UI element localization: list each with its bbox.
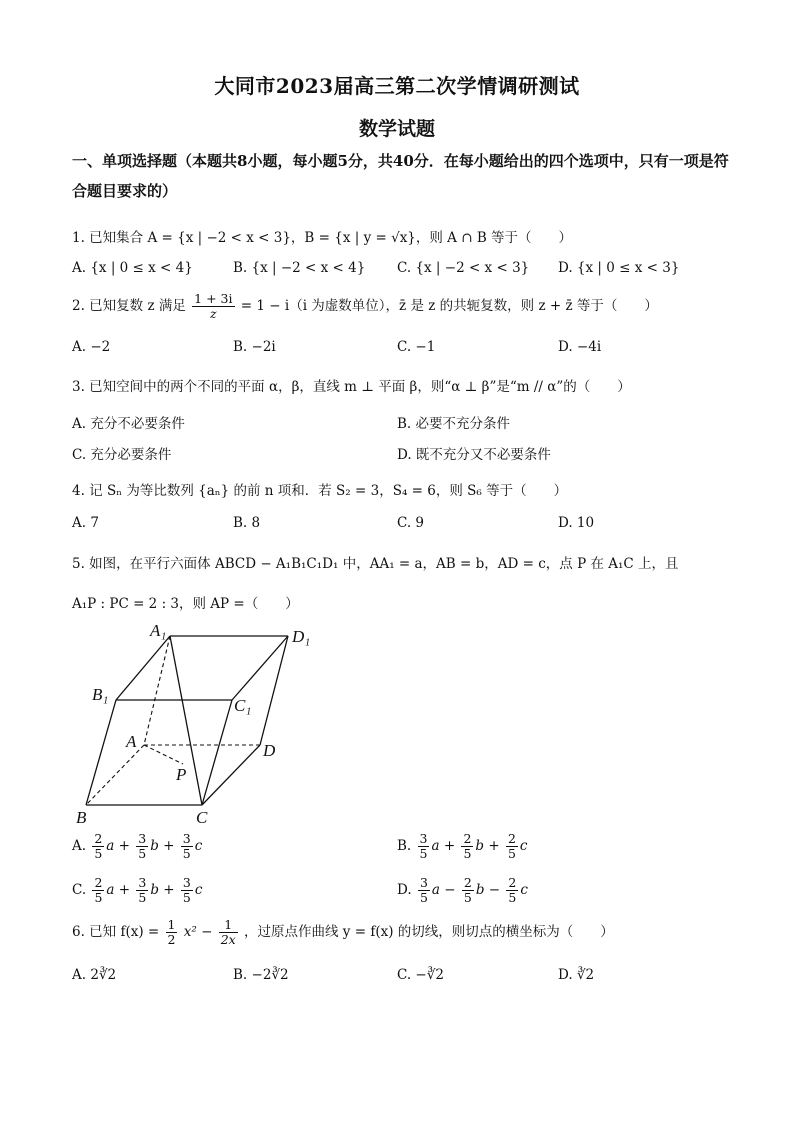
label-d: D: [263, 741, 276, 760]
q5c-d1: 5: [94, 890, 103, 905]
q5c-n3: 3: [182, 875, 191, 890]
q5a-d2: 5: [138, 846, 147, 861]
q4-option-c: C. 9: [397, 515, 425, 531]
q5b-n2: 2: [463, 831, 472, 846]
q2-option-b: B. −2i: [233, 339, 276, 355]
q5a-n2: 3: [138, 831, 147, 846]
label-c1: C₁: [234, 696, 252, 715]
q6-fraction-2: [219, 918, 238, 947]
q2-option-d: D. −4i: [558, 339, 602, 355]
q5b-d1: 5: [419, 846, 428, 861]
q6-option-c: C. −∛2: [397, 967, 444, 983]
q5a-letter: A.: [72, 838, 87, 854]
q5-option-d: [397, 876, 528, 905]
q6-f1-den: 2: [167, 932, 176, 947]
q5b-v1: a: [431, 838, 440, 854]
q1-option-b: B. {x | −2 < x < 4}: [233, 260, 366, 276]
q5-option-a: [72, 832, 202, 861]
parallelepiped-figure: [70, 618, 330, 833]
q5b-d3: 5: [507, 846, 516, 861]
q6-f1-num: 1: [167, 917, 176, 932]
q5a-s1: +: [118, 838, 130, 854]
q5c-s1: +: [118, 882, 131, 898]
q6-fraction-1: [166, 918, 178, 947]
question-3-stem: 3. 已知空间中的两个不同的平面 α，β，直线 m ⊥ 平面 β，则“α ⊥ β”是“m // α”的（ ）: [72, 379, 631, 395]
label-d1: D₁: [292, 627, 311, 646]
q5c-d3: 5: [182, 890, 191, 905]
q4-option-a: A. 7: [72, 515, 99, 531]
label-a1: A₁: [150, 621, 167, 640]
q5b-v3: c: [519, 838, 528, 854]
q5b-s2: +: [488, 838, 500, 854]
q2-stem-end: = 1 − i（i 为虚数单位），z̄ 是 z 的共轭复数，则 z + z̄ 等于（ ）: [240, 298, 658, 314]
q5b-letter: B.: [397, 838, 412, 854]
q6-f2-num: 1: [219, 918, 238, 933]
question-1-stem: 1. 已知集合 A = {x | −2 < x < 3}，B = {x | y = √x}，则 A ∩ B 等于（ ）: [72, 230, 573, 246]
q5a-v2: b: [150, 838, 159, 854]
edge-a1-b1: [116, 636, 170, 700]
subject-title: 数学试题: [358, 118, 435, 140]
q5d-n1: 3: [419, 875, 428, 890]
q5a-v1: a: [106, 838, 115, 854]
q2-option-c: C. −1: [397, 339, 436, 355]
q5b-v2: b: [475, 838, 485, 854]
exam-title: 大同市2023届高三第二次学情调研测试: [214, 74, 580, 98]
q5a-n3: 3: [182, 831, 191, 846]
question-5-stem-line1: 5. 如图，在平行六面体 ABCD − A₁B₁C₁D₁ 中，AA₁ = a，AB = b，AD = c，点 P 在 A₁C 上，且: [72, 556, 679, 572]
q3-option-c: C. 充分必要条件: [72, 447, 172, 463]
q5c-letter: C.: [72, 882, 87, 898]
q6-option-a: A. 2∛2: [72, 967, 117, 983]
q1-option-c: C. {x | −2 < x < 3}: [397, 260, 530, 276]
q5d-s1: −: [444, 882, 456, 898]
label-b: B: [76, 808, 87, 827]
q2-frac-numerator: 1 + 3i: [194, 291, 233, 306]
q5b-d2: 5: [463, 846, 472, 861]
q3-option-a: A. 充分不必要条件: [72, 416, 185, 432]
q4-option-d: D. 10: [558, 515, 595, 531]
q5d-v3: c: [520, 882, 528, 898]
q5c-v3: c: [194, 882, 203, 898]
label-b1: B₁: [92, 685, 109, 704]
q5c-s2: +: [163, 882, 175, 898]
q5a-d3: 5: [182, 846, 191, 861]
q5d-s2: −: [488, 882, 501, 898]
question-6-stem: [72, 918, 614, 947]
q2-fraction: [192, 292, 234, 321]
label-a: A: [126, 732, 137, 751]
q5c-d2: 5: [138, 890, 147, 905]
q5d-d2: 5: [463, 890, 472, 905]
q5d-n3: 2: [508, 875, 517, 890]
q5-option-b: [397, 832, 527, 861]
q1-option-a: A. {x | 0 ≤ x < 4}: [72, 260, 193, 276]
q2-option-a: A. −2: [72, 339, 111, 355]
hidden-segment-a-p: [144, 745, 183, 764]
label-p: P: [176, 765, 187, 784]
q5a-d1: 5: [94, 846, 103, 861]
q2-stem-start: 2. 已知复数 z 满足: [72, 298, 186, 314]
q6-f2-den: 2x: [220, 932, 236, 947]
q5d-d3: 5: [508, 890, 517, 905]
question-2-stem: [72, 292, 658, 321]
q5d-letter: D.: [397, 882, 412, 898]
q5d-v1: a: [431, 882, 440, 898]
q5d-d1: 5: [419, 890, 428, 905]
q6-mid: x² −: [183, 924, 213, 940]
q5c-v1: a: [106, 882, 115, 898]
q1-option-d: D. {x | 0 ≤ x < 3}: [558, 260, 680, 276]
q5a-v3: c: [194, 838, 203, 854]
edge-b1-b: [86, 700, 116, 805]
q5c-n2: 3: [138, 875, 147, 890]
q6-option-d: D. ∛2: [558, 967, 595, 983]
q5c-n1: 2: [94, 875, 103, 890]
q3-option-b: B. 必要不充分条件: [397, 416, 511, 432]
q5b-n1: 3: [419, 831, 428, 846]
q4-option-b: B. 8: [233, 515, 261, 531]
q5c-v2: b: [150, 882, 159, 898]
question-5-stem-line2: A₁P : PC = 2 : 3，则 AP =（ ）: [72, 596, 299, 612]
q5d-v2: b: [475, 882, 485, 898]
q5b-n3: 2: [507, 831, 516, 846]
q3-option-d: D. 既不充分又不必要条件: [397, 447, 551, 463]
q6-stem-start: 6. 已知 f(x) =: [72, 924, 160, 940]
q5a-n1: 2: [94, 831, 103, 846]
q6-stem-end: ，过原点作曲线 y = f(x) 的切线，则切点的横坐标为（ ）: [244, 924, 614, 940]
q5-option-c: [72, 876, 202, 905]
label-c: C: [196, 808, 208, 827]
section-heading: 一、单项选择题（本题共8小题，每小题5分，共40分．在每小题给出的四个选项中，只有一项是符合题目要求的）: [72, 152, 729, 200]
question-4-stem: 4. 记 Sₙ 为等比数列 {aₙ} 的前 n 项和．若 S₂ = 3，S₄ = 6，则 S₆ 等于（ ）: [72, 483, 568, 499]
q5b-s1: +: [443, 838, 456, 854]
q5d-n2: 2: [463, 875, 472, 890]
q6-option-b: B. −2∛2: [233, 967, 289, 983]
q5a-s2: +: [163, 838, 175, 854]
q2-frac-denominator: z: [210, 306, 217, 321]
